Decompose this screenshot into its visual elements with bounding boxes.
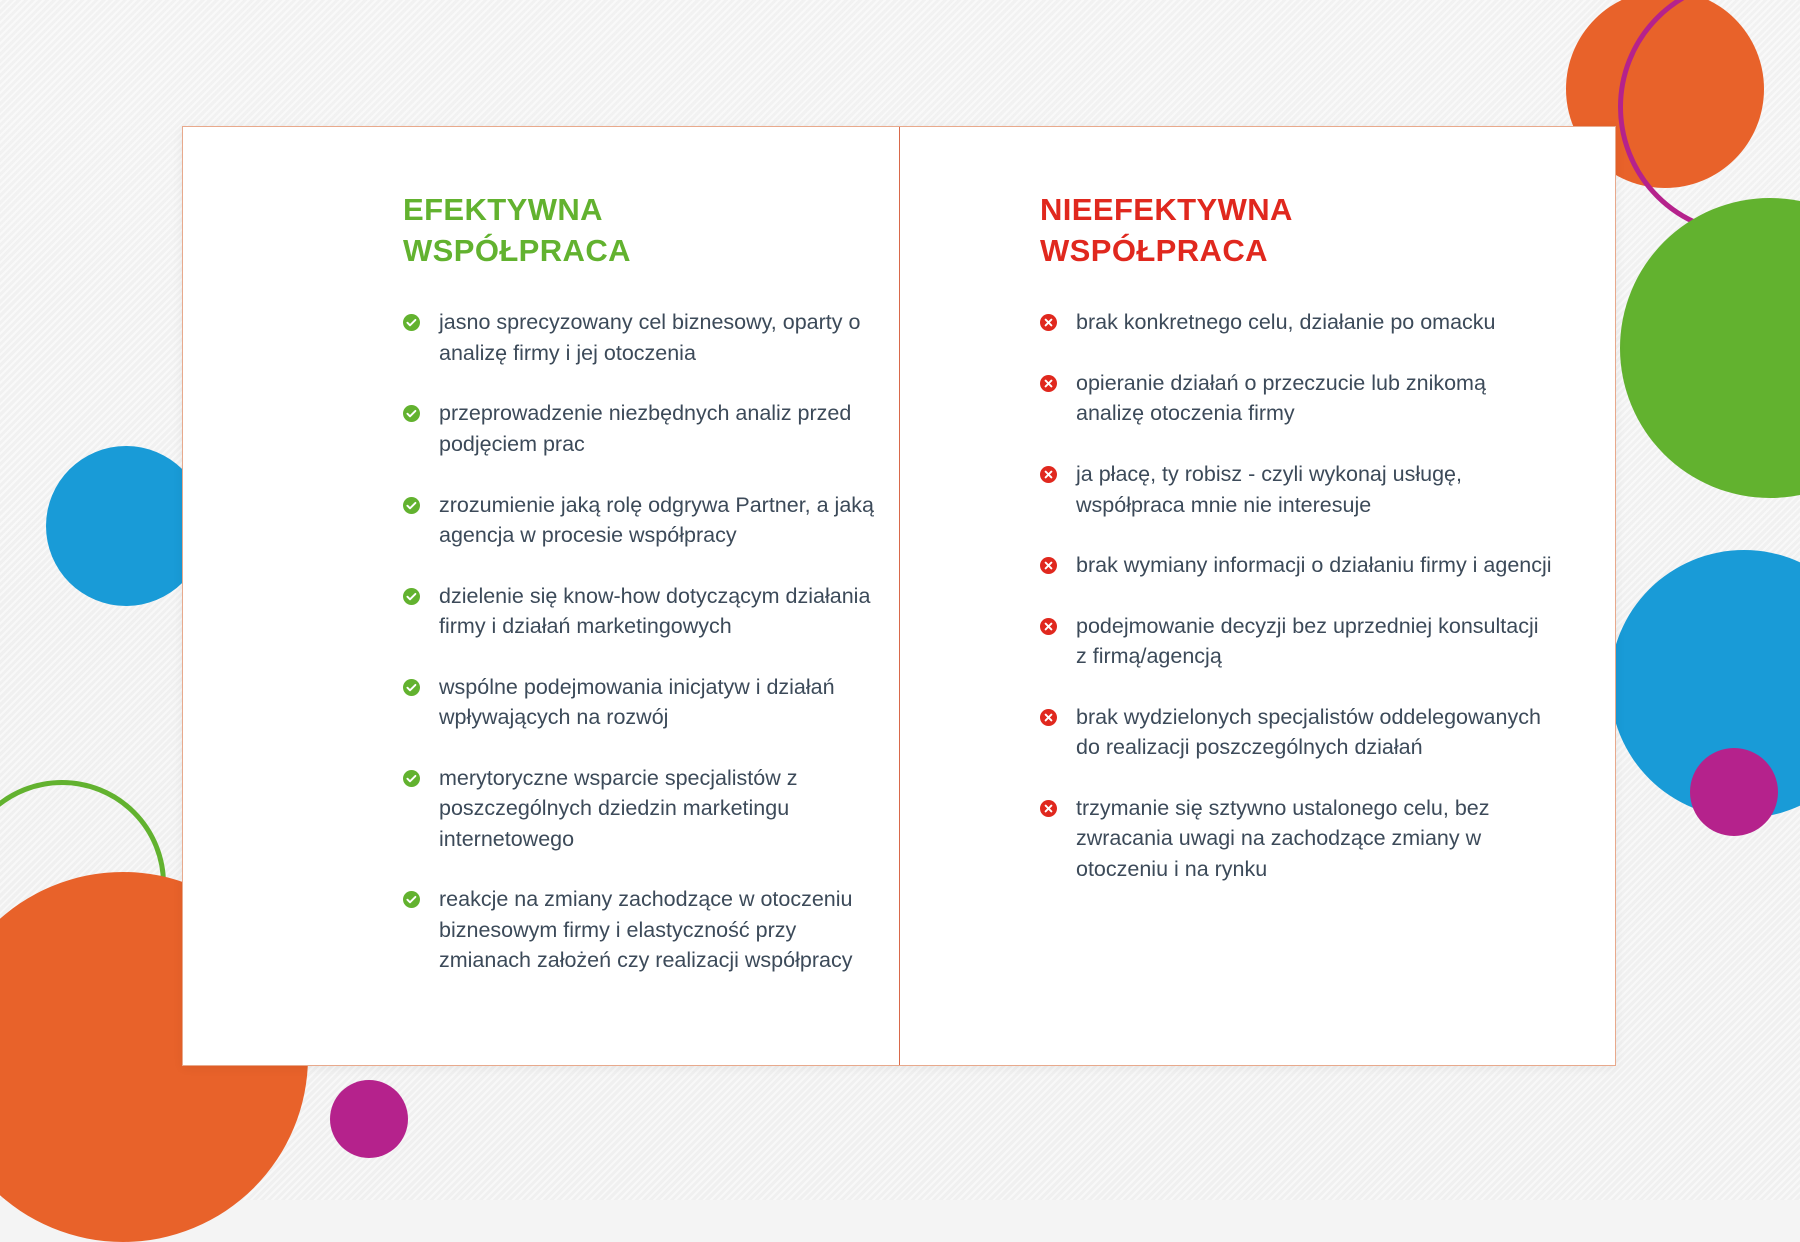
- list-item: [1040, 793, 1555, 885]
- ineffective-title-line1: NIEEFEKTYWNA: [1040, 192, 1293, 227]
- list-item: [1040, 611, 1555, 672]
- list-item: [403, 884, 875, 976]
- cross-circle-icon: [1040, 375, 1057, 392]
- check-circle-icon: [403, 891, 420, 908]
- list-item-text: trzymanie się sztywno ustalonego celu, bez zwracania uwagi na zachodzące zmiany w otoczeniu i na rynku: [1076, 795, 1490, 881]
- check-circle-icon: [403, 588, 420, 605]
- list-item: [1040, 459, 1555, 520]
- check-circle-icon: [403, 314, 420, 331]
- list-item: [403, 672, 875, 733]
- check-circle-icon: [403, 770, 420, 787]
- effective-title-line2: WSPÓŁPRACA: [403, 233, 631, 269]
- list-item-text: ja płacę, ty robisz - czyli wykonaj usługę, współpraca mnie nie interesuje: [1076, 461, 1462, 517]
- list-item: [1040, 550, 1555, 581]
- check-circle-icon: [403, 405, 420, 422]
- cross-circle-icon: [1040, 314, 1057, 331]
- list-item-text: reakcje na zmiany zachodzące w otoczeniu biznesowym firmy i elastyczność przy zmianach założeń czy realizacji współpracy: [439, 887, 853, 973]
- cross-circle-icon: [1040, 466, 1057, 483]
- check-circle-icon: [403, 497, 420, 514]
- ineffective-cooperation-title: [1040, 189, 1555, 271]
- list-item: [403, 490, 875, 551]
- list-item-text: przeprowadzenie niezbędnych analiz przed podjęciem prac: [439, 401, 852, 456]
- check-circle-icon: [403, 679, 420, 696]
- list-item-text: brak wydzielonych specjalistów oddelegowanych do realizacji poszczególnych działań: [1076, 704, 1541, 760]
- list-item-text: zrozumienie jaką rolę odgrywa Partner, a jaką agencja w procesie współpracy: [439, 492, 874, 548]
- list-item-text: wspólne podejmowania inicjatyw i działań wpływających na rozwój: [439, 674, 835, 730]
- effective-cooperation-column: [183, 127, 899, 1065]
- list-item: [403, 398, 875, 459]
- ineffective-title-line2: WSPÓŁPRACA: [1040, 233, 1268, 269]
- list-item: [403, 307, 875, 368]
- cross-circle-icon: [1040, 557, 1057, 574]
- list-item-text: merytoryczne wsparcie specjalistów z poszczególnych dziedzin marketingu internetowego: [439, 765, 798, 851]
- effective-cooperation-list: [403, 307, 875, 975]
- list-item: [1040, 368, 1555, 429]
- list-item: [403, 581, 875, 642]
- ineffective-cooperation-column: [899, 127, 1615, 1065]
- cross-circle-icon: [1040, 709, 1057, 726]
- ineffective-cooperation-list: [1040, 307, 1555, 884]
- list-item-text: dzielenie się know-how dotyczącym działania firmy i działań marketingowych: [439, 583, 871, 639]
- list-item-text: podejmowanie decyzji bez uprzedniej konsultacji z firmą/agencją: [1076, 613, 1539, 669]
- cross-circle-icon: [1040, 618, 1057, 635]
- comparison-card: [182, 126, 1616, 1066]
- list-item: [1040, 307, 1555, 338]
- list-item-text: opieranie działań o przeczucie lub znikomą analizę otoczenia firmy: [1076, 370, 1486, 426]
- list-item: [1040, 702, 1555, 763]
- list-item: [403, 763, 875, 855]
- list-item-text: brak konkretnego celu, działanie po omacku: [1076, 310, 1496, 335]
- decorative-circle-magenta-bottom: [330, 1080, 408, 1158]
- decorative-circle-magenta-right: [1690, 748, 1778, 836]
- effective-title-line1: EFEKTYWNA: [403, 192, 603, 227]
- list-item-text: brak wymiany informacji o działaniu firmy i agencji: [1076, 553, 1552, 578]
- list-item-text: jasno sprecyzowany cel biznesowy, oparty o analizę firmy i jej otoczenia: [439, 310, 861, 365]
- cross-circle-icon: [1040, 800, 1057, 817]
- effective-cooperation-title: [403, 189, 875, 271]
